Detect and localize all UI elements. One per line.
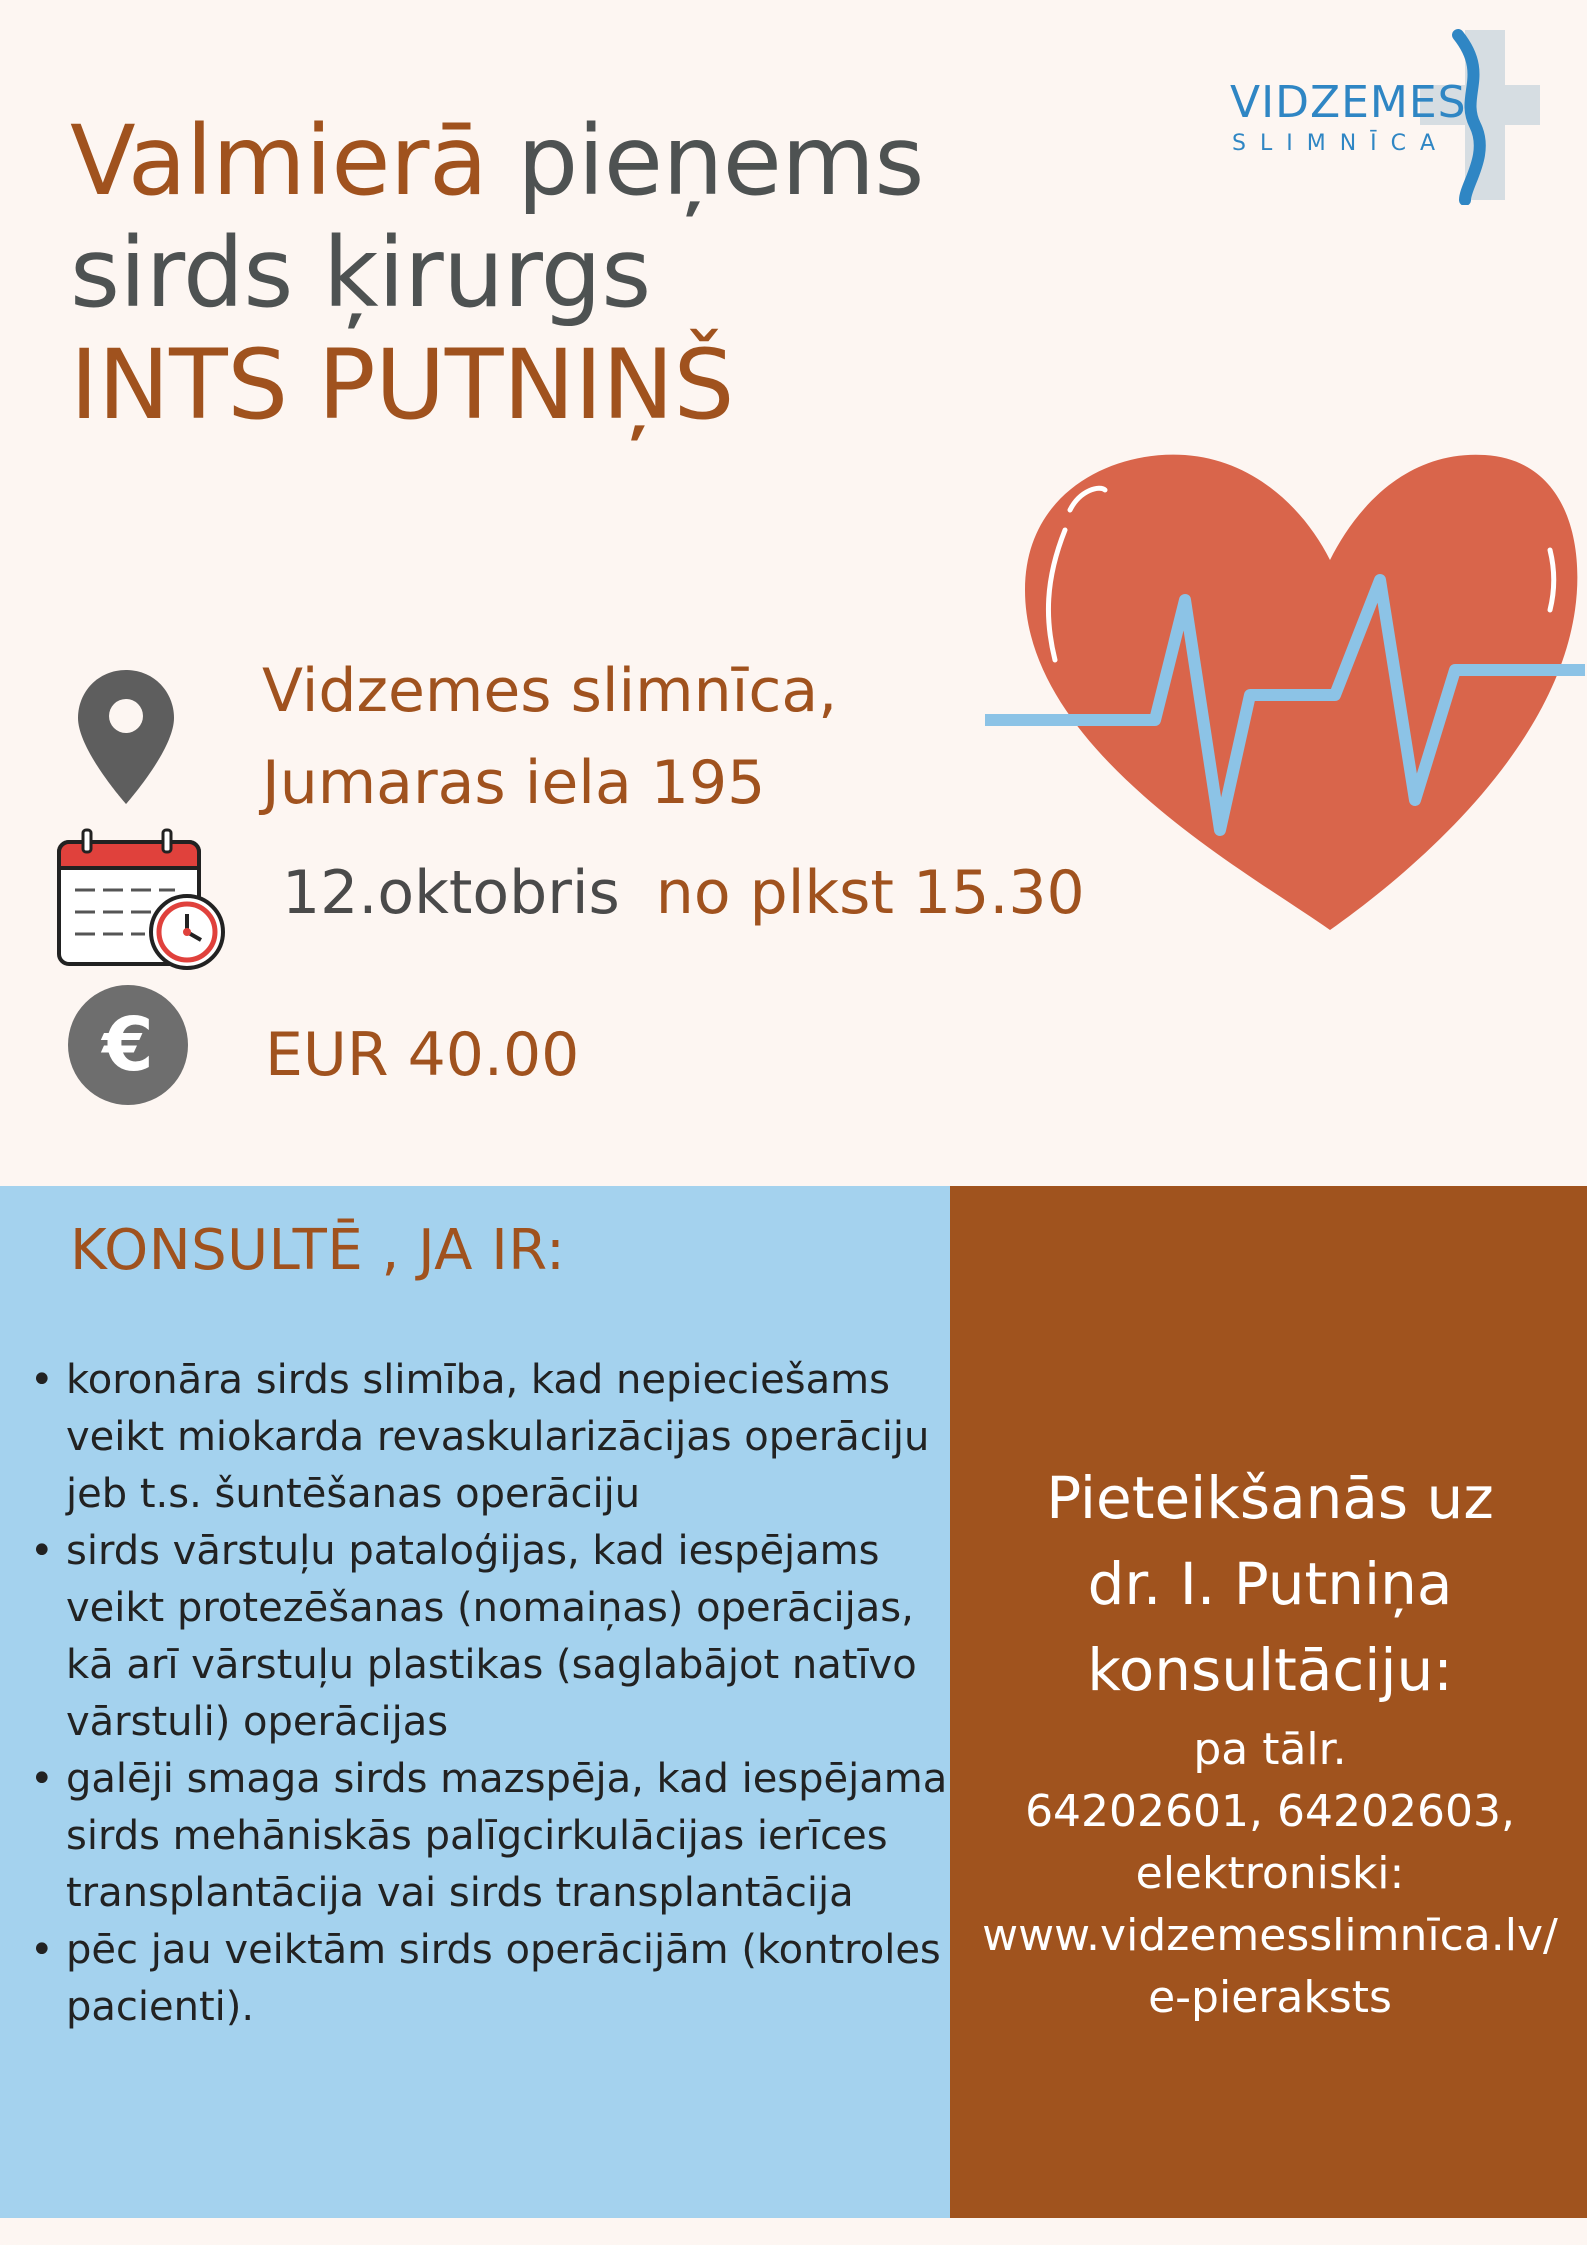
date-time: no plkst 15.30 [655, 858, 1085, 928]
location-pin-icon [78, 670, 174, 804]
page-title [70, 105, 924, 441]
calendar-clock-icon [55, 828, 230, 973]
list-item: • sirds vārstuļu pataloģijas, kad iespējams veikt protezēšanas (nomaiņas) operācijas, kā arī vārstuļu plastikas (saglabājot natīvo vārstuli) operācijas [28, 1523, 948, 1751]
title-city: Valmierā [70, 105, 488, 217]
title-line2: sirds ķirurgs [70, 217, 651, 329]
logo-text-bottom: SLIMNĪCA [1232, 131, 1450, 156]
hospital-logo [1220, 25, 1540, 205]
phone-numbers: 64202601, 64202603, [1025, 1786, 1515, 1837]
conditions-heading: KONSULTĒ , JA IR: [70, 1218, 566, 1283]
doctor-name: INTS PUTNIŅŠ [70, 329, 734, 441]
date-day: 12.oktobris [282, 858, 620, 928]
registration-info [960, 1455, 1580, 2029]
online-label: elektroniski: [1135, 1848, 1405, 1899]
list-item: • koronāra sirds slimība, kad nepieciešams veikt miokarda revaskularizācijas operāciju jeb t.s. šuntēšanas operāciju [28, 1352, 948, 1523]
conditions-list [28, 1352, 948, 2036]
phone-label: pa tālr. [1193, 1724, 1347, 1775]
title-line1-rest: pieņems [487, 105, 924, 217]
list-item: • galēji smaga sirds mazspēja, kad iespējama sirds mehāniskās palīgcirkulācijas ierīces transplantācija vai sirds transplantācija [28, 1751, 948, 1922]
apply-title-line2: dr. I. Putniņa [1087, 1550, 1453, 1618]
location-address [262, 645, 837, 829]
apply-title-line3: konsultāciju: [1087, 1636, 1453, 1704]
address-line1: Vidzemes slimnīca, [262, 656, 838, 726]
consultation-price: EUR 40.00 [265, 1020, 580, 1090]
apply-title-line1: Pieteikšanās uz [1046, 1464, 1494, 1532]
booking-url-path[interactable]: e-pieraksts [1148, 1972, 1392, 2023]
logo-text-top: VIDZEMES [1230, 77, 1467, 128]
address-line2: Jumaras iela 195 [262, 748, 766, 818]
euro-icon: € [68, 985, 188, 1105]
event-date [282, 858, 1085, 928]
booking-url[interactable]: www.vidzemesslimnīca.lv/ [982, 1910, 1558, 1961]
list-item: • pēc jau veiktām sirds operācijām (kontroles pacienti). [28, 1922, 948, 2036]
